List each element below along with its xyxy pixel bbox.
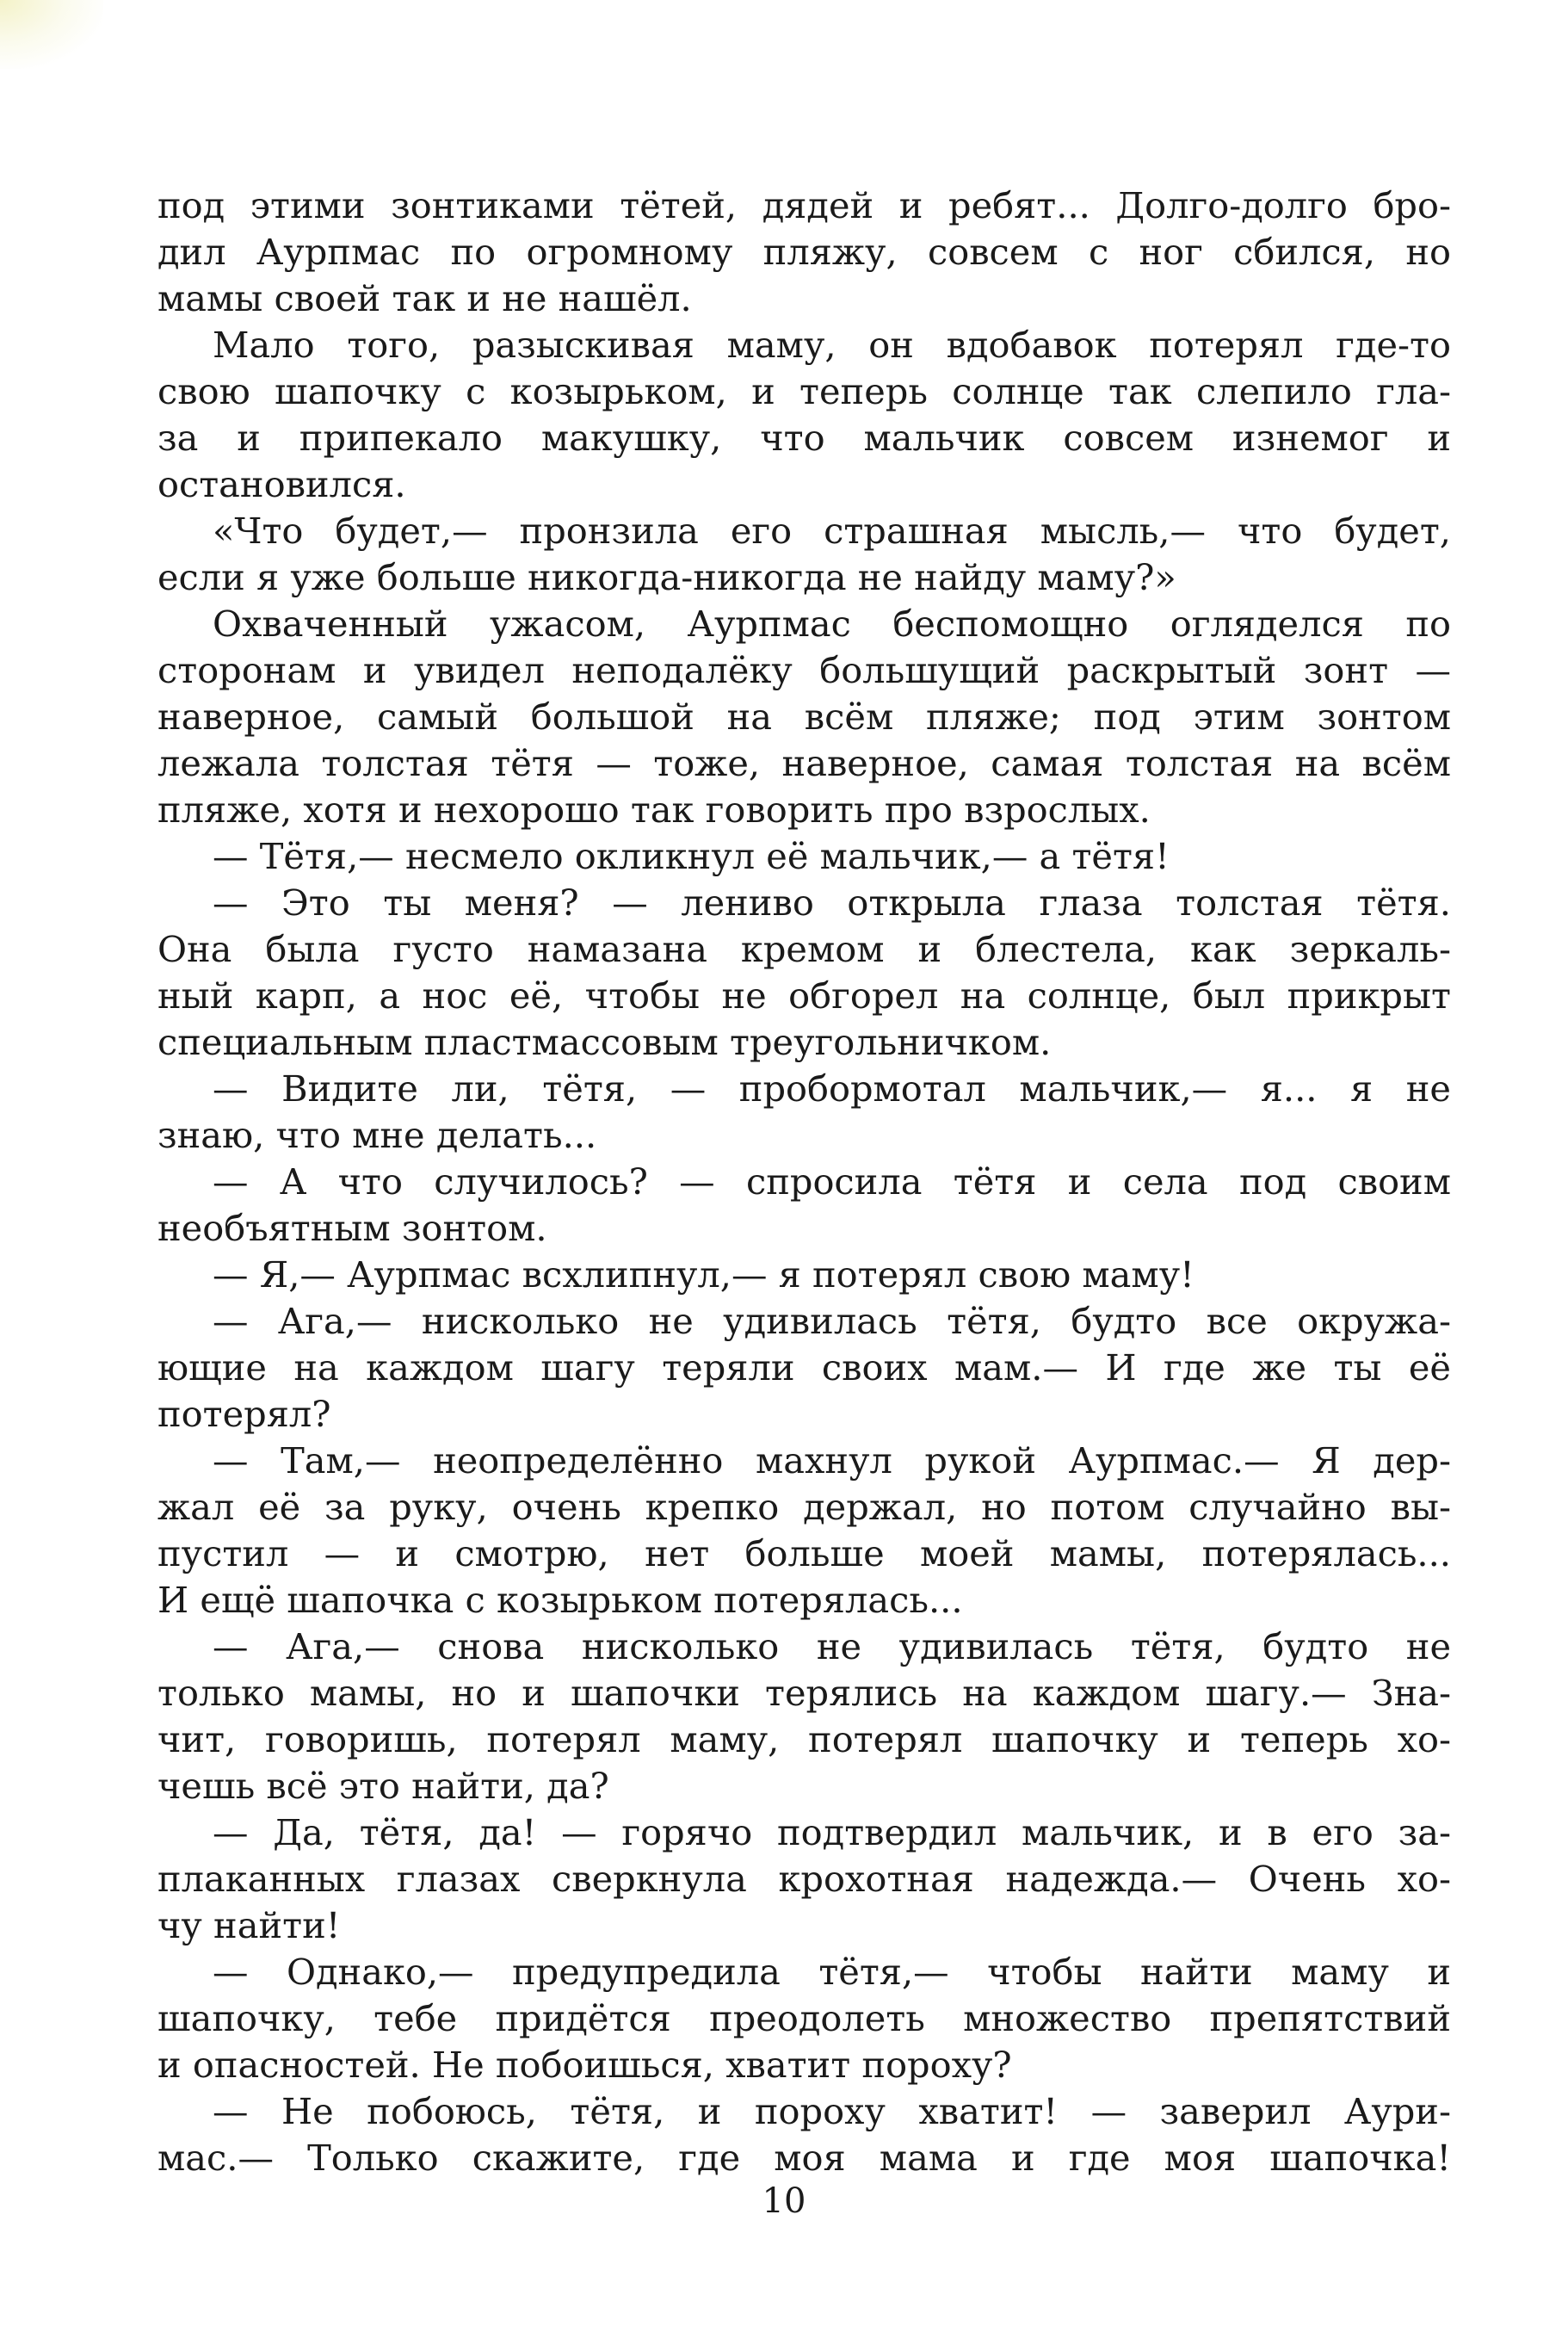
text-line: — Видите ли, тётя, — пробормотал мальчик,— я... я не	[213, 1067, 1451, 1110]
text-line: чешь всё это найти, да?	[157, 1765, 609, 1807]
text-line: под этими зонтиками тётей, дядей и ребят... Долго-долго бро-	[157, 184, 1451, 226]
text-line: ющие на каждом шагу теряли своих мам.— И где же ты её	[157, 1346, 1451, 1389]
text-line: лежала толстая тётя — тоже, наверное, самая толстая на всём	[157, 742, 1451, 784]
text-line: — Да, тётя, да! — горячо подтвердил мальчик, и в его за-	[213, 1811, 1451, 1853]
text-line: остановился.	[157, 463, 406, 505]
text-line: и опасностей. Не побоишься, хватит пороху?	[157, 2044, 1012, 2086]
text-line: — Тётя,— несмело окликнул её мальчик,— а тётя!	[213, 835, 1170, 877]
text-line: пустил — и смотрю, нет больше моей мамы, потерялась...	[157, 1532, 1451, 1574]
text-line: — Ага,— снова нисколько не удивилась тётя, будто не	[213, 1625, 1451, 1667]
text-line: «Что будет,— пронзила его страшная мысль,— что будет,	[213, 510, 1451, 552]
text-line: ный карп, а нос её, чтобы не обгорел на солнце, был прикрыт	[157, 974, 1451, 1017]
text-line: сторонам и увидел неподалёку большущий раскрытый зонт —	[157, 649, 1451, 691]
page-corner-tint	[0, 0, 103, 69]
text-line: жал её за руку, очень крепко держал, но потом случайно вы-	[157, 1486, 1451, 1528]
text-line: чу найти!	[157, 1904, 341, 1946]
text-line: Охваченный ужасом, Аурпмас беспомощно огляделся по	[213, 603, 1451, 645]
text-line: свою шапочку с козырьком, и теперь солнце так слепило гла-	[157, 370, 1451, 412]
text-line: если я уже больше никогда-никогда не найду маму?»	[157, 556, 1176, 598]
text-line: пляже, хотя и нехорошо так говорить про взрослых.	[157, 789, 1151, 831]
text-line: Она была густо намазана кремом и блестела, как зеркаль-	[157, 928, 1451, 970]
text-line: мас.— Только скажите, где моя мама и где моя шапочка!	[157, 2137, 1451, 2179]
text-line: только мамы, но и шапочки терялись на каждом шагу.— Зна-	[157, 1672, 1451, 1714]
text-line: — Я,— Аурпмас всхлипнул,— я потерял свою маму!	[213, 1253, 1195, 1296]
text-line: — Однако,— предупредила тётя,— чтобы найти маму и	[213, 1951, 1451, 1993]
text-line: — Это ты меня? — лениво открыла глаза толстая тётя.	[213, 881, 1451, 924]
text-line: — Не побоюсь, тётя, и пороху хватит! — заверил Аури-	[213, 2090, 1451, 2132]
text-line: за и припекало макушку, что мальчик совсем изнемог и	[157, 417, 1451, 459]
text-line: Мало того, разыскивая маму, он вдобавок потерял где-то	[213, 324, 1451, 366]
text-line: необъятным зонтом.	[157, 1207, 547, 1249]
text-line: дил Аурпмас по огромному пляжу, совсем с ног сбился, но	[157, 231, 1451, 273]
body-text	[157, 182, 1451, 2181]
text-line: специальным пластмассовым треугольничком.	[157, 1021, 1052, 1063]
text-line: — Ага,— нисколько не удивилась тётя, будто все окружа-	[213, 1300, 1451, 1342]
text-line: плаканных глазах сверкнула крохотная надежда.— Очень хо-	[157, 1858, 1451, 1900]
page-number: 10	[762, 2181, 806, 2221]
text-line: — Там,— неопределённо махнул рукой Аурпмас.— Я дер-	[213, 1439, 1451, 1481]
text-line: мамы своей так и не нашёл.	[157, 277, 692, 319]
text-line: — А что случилось? — спросила тётя и села под своим	[213, 1160, 1451, 1203]
text-line: чит, говоришь, потерял маму, потерял шапочку и теперь хо-	[157, 1718, 1451, 1760]
text-line: шапочку, тебе придётся преодолеть множество препятствий	[157, 1997, 1451, 2039]
text-line: наверное, самый большой на всём пляже; под этим зонтом	[157, 696, 1451, 738]
text-line: знаю, что мне делать...	[157, 1114, 597, 1156]
text-line: И ещё шапочка с козырьком потерялась...	[157, 1579, 963, 1621]
text-line: потерял?	[157, 1393, 331, 1435]
